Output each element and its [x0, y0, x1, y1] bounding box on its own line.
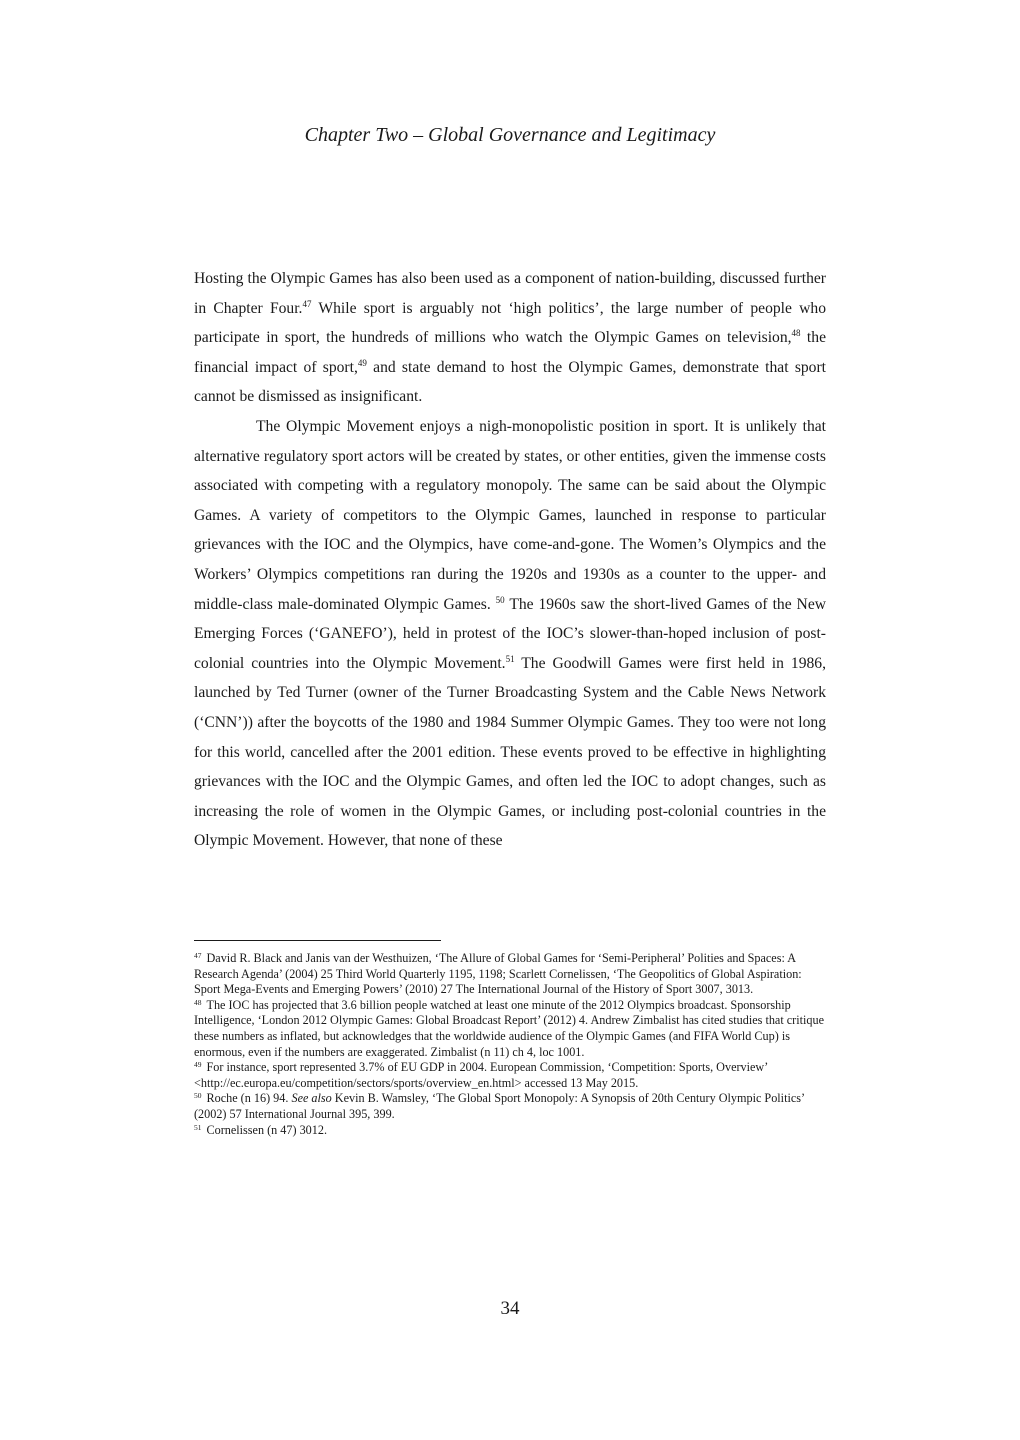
footnote-number: 50 [194, 1091, 202, 1101]
running-header: Chapter Two – Global Governance and Legitimacy [304, 124, 716, 146]
text-run: and state demand to host the Olympic Games, demonstrate that sport cannot be dismissed as insignificant. [194, 358, 827, 406]
footnote-text: The IOC has projected that 3.6 billion people watched at least one minute of the 2012 Olympics broadcast. Sponsorship Intelligence, ‘London 2012 Olympic Games: Global Broadcast Report’ (2012) 4. Andrew Zimbalist has cited studies that critique these numbers as inflated, but acknowledges that the worldwide audience of the Olympic Games (and FIFA World Cup) is enormous, even if the numbers are exaggerated. Zimbalist (n 11) ch 4, loc 1001. [194, 997, 824, 1059]
footnote-separator [194, 940, 441, 941]
footnote-text: David R. Black and Janis van der Westhuizen, ‘The Allure of Global Games for ‘Semi-Peripheral’ Polities and Spaces: A Research Agenda’ (2004) 25 Third World Quarterly 1195, 1198; Scarlett Cornelissen, ‘The Geopolitics of Global Aspiration: Sport Mega-Events and Emerging Powers’ (2010) 27 The International Journal of the History of Sport 3007, 3013. [194, 951, 802, 997]
footnote [194, 1091, 826, 1122]
text-run: While sport is arguably not ‘high politics’, the large number of people who participate in sport, the hundreds of millions who watch the Olympic Games on television, [194, 299, 827, 347]
text-run: The Olympic Movement enjoys a nigh-monopolistic position in sport. It is unlikely that alternative regulatory sport actors will be created by states, or other entities, given the immense costs associated with competing with a regulatory monopoly. The same can be said about the Olympic Games. A variety of competitors to the Olympic Games, launched in response to particular grievances with the IOC and the Olympics, have come-and-gone. The Women’s Olympics and the Workers’ Olympics competitions ran during the 1920s and 1930s as a counter to the upper- and middle-class male-dominated Olympic Games. [194, 417, 826, 613]
text-run: The Goodwill Games were first held in 1986, launched by Ted Turner (owner of the Turner Broadcasting System and the Cable News Network (‘CNN’)) after the boycotts of the 1980 and 1984 Summer Olympic Games. They too were not long for this world, cancelled after the 2001 edition. These events proved to be effective in highlighting grievances with the IOC and the Olympic Games, and often led the IOC to adopt changes, such as increasing the role of women in the Olympic Games, or including post-colonial countries in the Olympic Movement. However, that none of these [194, 654, 826, 850]
paragraph [194, 264, 826, 412]
footnote-emphasis: See also [291, 1091, 332, 1106]
footnote-ref[interactable]: 51 [505, 653, 515, 664]
footnote [194, 951, 826, 998]
footnote-text: Kevin B. Wamsley, ‘The Global Sport Monopoly: A Synopsis of 20th Century Olympic Politics’ (2002) 57 International Journal 395, 399. [194, 1091, 805, 1121]
footnote-ref[interactable]: 48 [791, 328, 801, 339]
footnote-text: Roche (n 16) 94. [206, 1091, 292, 1106]
text-run: the financial impact of sport, [194, 329, 826, 376]
main-text [194, 264, 826, 856]
footnote-text: For instance, sport represented 3.7% of EU GDP in 2004. European Commission, ‘Competition: Sports, Overview’ <http://ec.europa.eu/competition/sectors/sports/overview_en.html> accessed 13 May 2015. [194, 1060, 768, 1090]
footnote-ref[interactable]: 50 [495, 594, 505, 605]
footnote-number: 47 [194, 951, 202, 960]
footnote [194, 1123, 826, 1139]
page-number: 34 [500, 1298, 520, 1319]
footnote-text: Cornelissen (n 47) 3012. [206, 1122, 328, 1137]
footnote [194, 1060, 826, 1091]
text-run: Hosting the Olympic Games has also been used as a component of nation-building, discussed further in Chapter Four. [194, 270, 826, 317]
footnote-ref[interactable]: 49 [357, 357, 367, 368]
footnote-number: 49 [194, 1060, 202, 1070]
paragraph [194, 412, 826, 856]
footnotes [194, 951, 826, 1138]
text-run: The 1960s saw the short-lived Games of the New Emerging Forces (‘GANEFO’), held in protest of the IOC’s slower-than-hoped inclusion of post-colonial countries into the Olympic Movement. [194, 595, 827, 672]
footnote-number: 48 [194, 997, 202, 1007]
footnote-ref[interactable]: 47 [302, 298, 312, 309]
footnote-number: 51 [194, 1122, 202, 1132]
footnote [194, 998, 826, 1060]
